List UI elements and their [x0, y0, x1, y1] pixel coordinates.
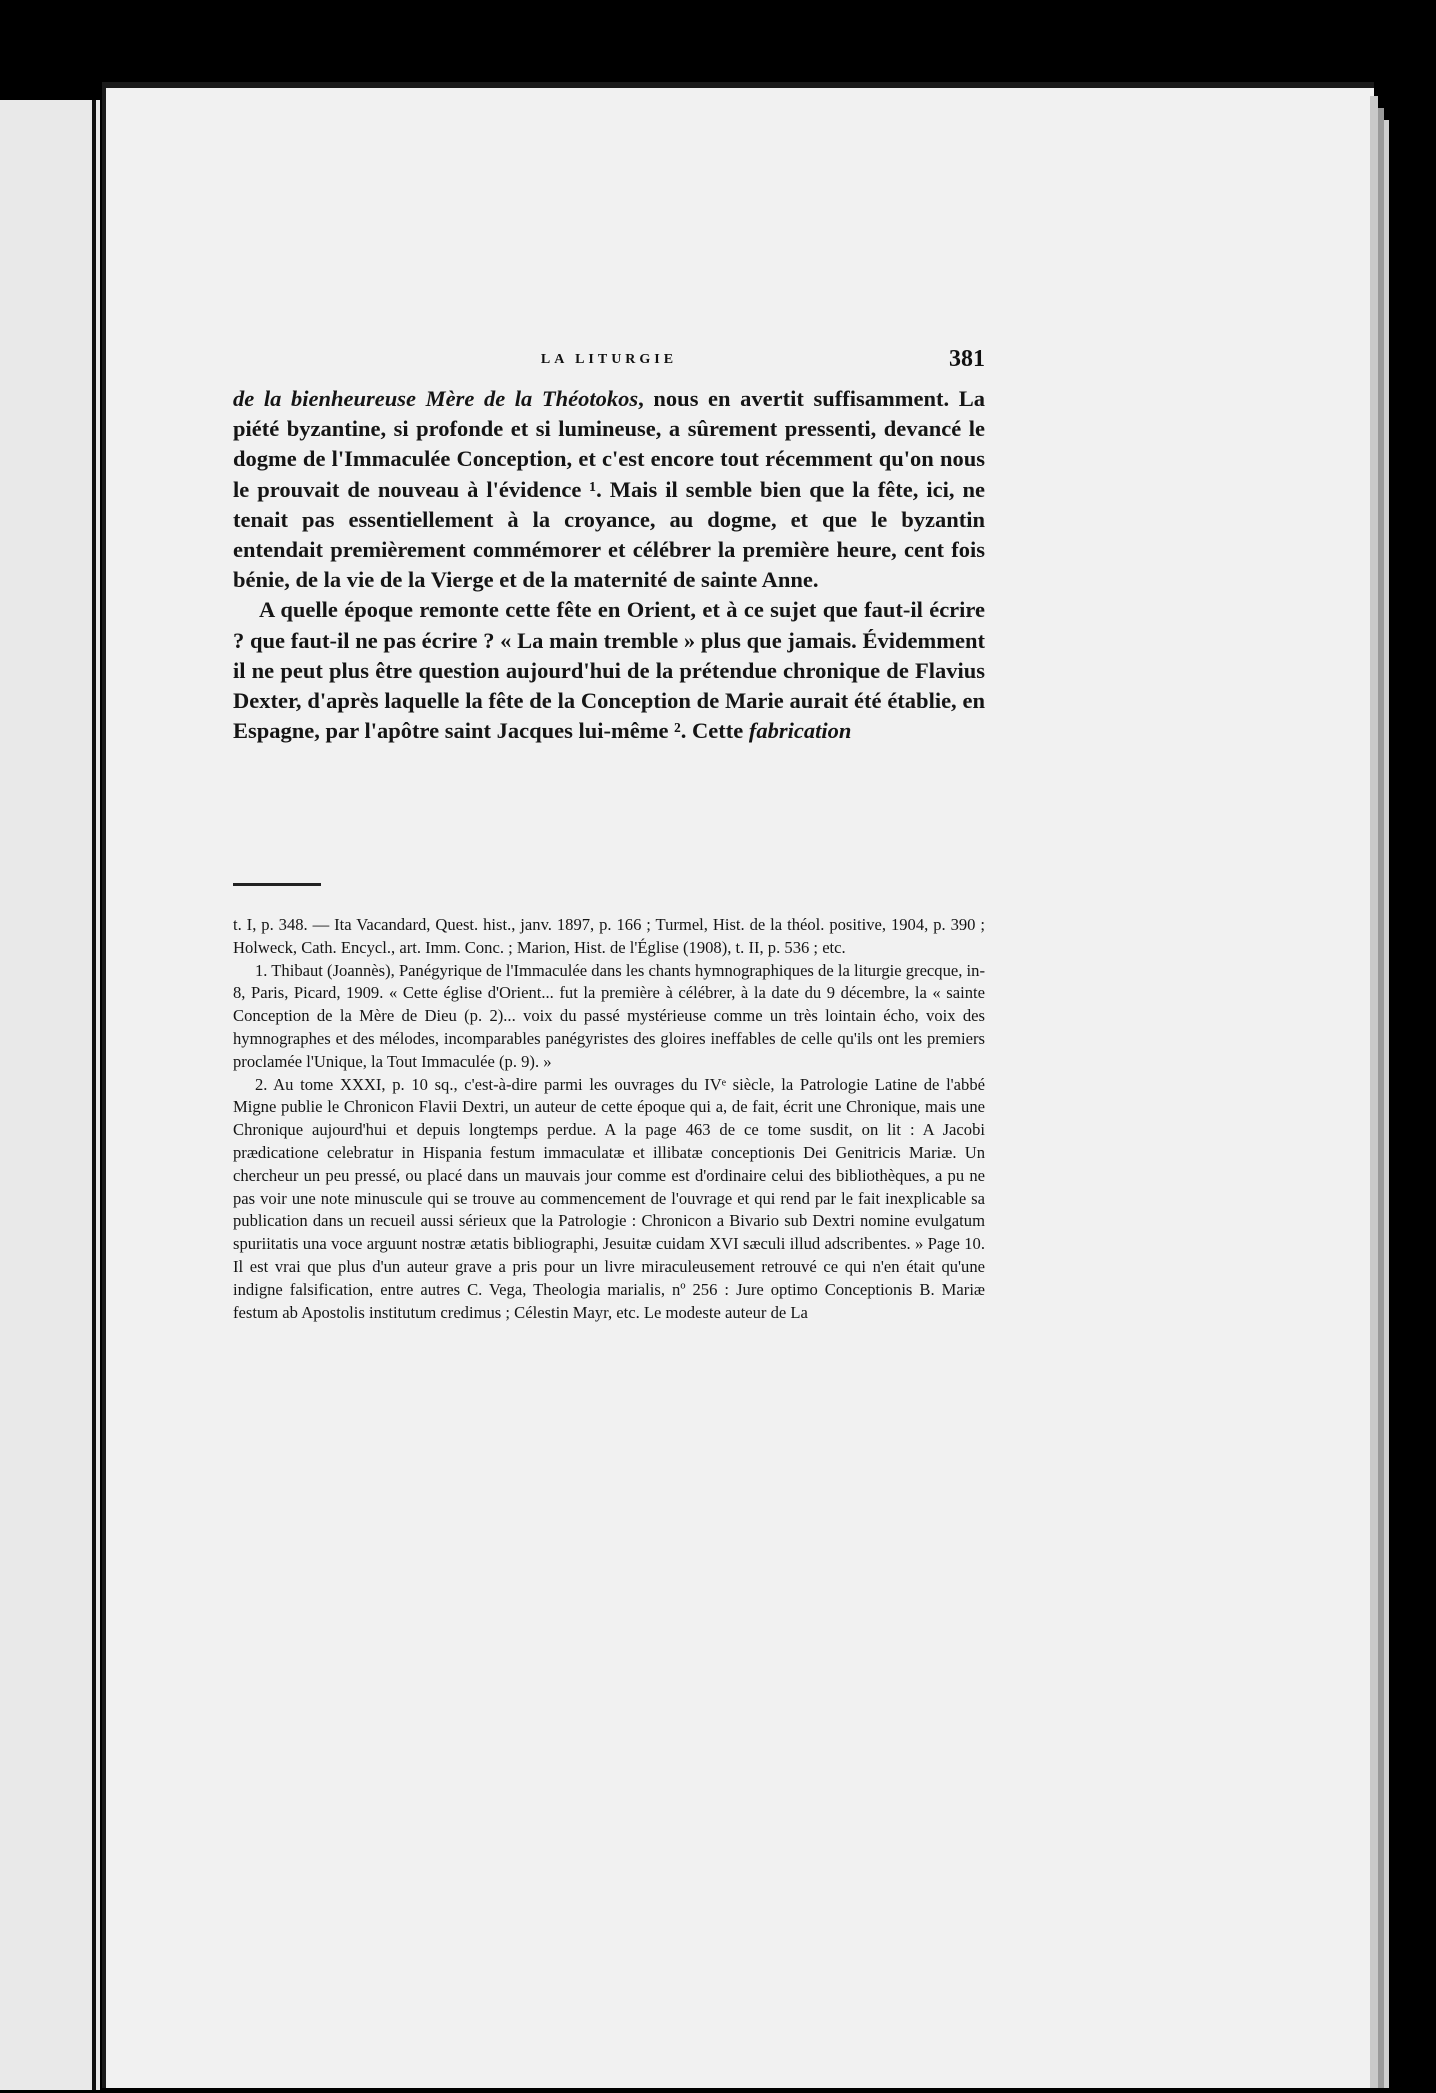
footnote-continuation: t. I, p. 348. — Ita Vacandard, Quest. hist., janv. 1897, p. 166 ; Turmel, Hist. de la théol. positive, 1904, p. 390 ; Holweck, Cath. Encycl., art. Imm. Conc. ; Marion, Hist. de l'Église (1908), t. II, p. 536 ; etc.: [233, 915, 985, 957]
italic-phrase: fabrication: [748, 718, 852, 744]
previous-page-edge: [0, 100, 100, 2090]
paragraph: [233, 595, 985, 746]
footnote-separator: [233, 883, 321, 886]
running-title: LA LITURGIE: [540, 352, 678, 367]
footnote-1: 1. Thibaut (Joannès), Panégyrique de l'Immaculée dans les chants hymnographiques de la liturgie grecque, in-8, Paris, Picard, 1909. « Cette église d'Orient... fut la première à célébrer, à la date du 9 décembre, la « sainte Conception de la Mère de Dieu (p. 2)... voix du passé mystérieuse comme un très lointain écho, voix des hymnographes et des mélodes, incomparables panégyristes des gloires ineffables de celle qu'ils ont les premiers proclamée l'Unique, la Tout Immaculée (p. 9). »: [233, 960, 985, 1071]
page-edge-stack: [1384, 120, 1389, 2088]
main-text: [233, 384, 985, 746]
paragraph-text: , nous en avertit suffisamment. La piété byzantine, si profonde et si lumineuse, a sûrement pressenti, devancé le dogme de l'Immaculée Conception, et c'est encore tout récemment qu'on nous le prouvait de nouveau à l'évidence ¹. Mais il semble bien que la fête, ici, ne tenait pas essentiellement à la croyance, au dogme, et que le byzantin entendait premièrement commémorer et célébrer la première heure, cent fois bénie, de la vie de la Vierge et de la maternité de sainte Anne.: [233, 386, 985, 593]
italic-phrase: de la bienheureuse Mère de la Théotokos: [233, 386, 639, 411]
page-number: 381: [949, 346, 985, 372]
running-head: [233, 346, 985, 374]
page-edge-stack: [1370, 96, 1378, 2088]
footnotes: [233, 914, 985, 1324]
previous-page-border: [92, 100, 96, 2090]
paragraph: [233, 384, 985, 595]
footnote-2: 2. Au tome XXXI, p. 10 sq., c'est-à-dire parmi les ouvrages du IVᵉ siècle, la Patrologie Latine de l'abbé Migne publie le Chronicon Flavii Dextri, un auteur de cette époque qui a, de fait, écrit une Chronique, mais une Chronique aujourd'hui et depuis longtemps perdue. A la page 463 de ce tome susdit, on lit : A Jacobi prædicatione celebratur in Hispania festum immaculatæ et illibatæ conceptionis Dei Genitricis Mariæ. Un chercheur un peu pressé, ou placé dans un mauvais jour comme est d'ordinaire celui des bibliothèques, a pu ne pas voir une note minuscule qui se trouve au commencement de l'ouvrage et qui rend par le fait inexplicable sa publication dans un recueil aussi sérieux que la Patrologie : Chronicon a Bivario sub Dextri nomine evulgatum spuriitatis una voce arguunt nostræ ætatis bibliographi, Jesuitæ cuidam XVI sæculi illud adscribentes. » Page 10. Il est vrai que plus d'un auteur grave a pris pour un livre miraculeusement retrouvé ce qui n'en était qu'une indigne falsification, entre autres C. Vega, Theologia marialis, nº 256 : Jure optimo Conceptionis B. Mariæ festum ab Apostolis institutum credimus ; Célestin Mayr, etc. Le modeste auteur de La: [233, 1074, 985, 1322]
paragraph-text: A quelle époque remonte cette fête en Orient, et à ce sujet que faut-il écrire ? que faut-il ne pas écrire ? « La main tremble » plus que jamais. Évidemment il ne peut plus être question aujourd'hui de la prétendue chronique de Flavius Dexter, d'après laquelle la fête de la Conception de Marie aurait été établie, en Espagne, par l'apôtre saint Jacques lui-même ². Cette: [233, 597, 985, 744]
